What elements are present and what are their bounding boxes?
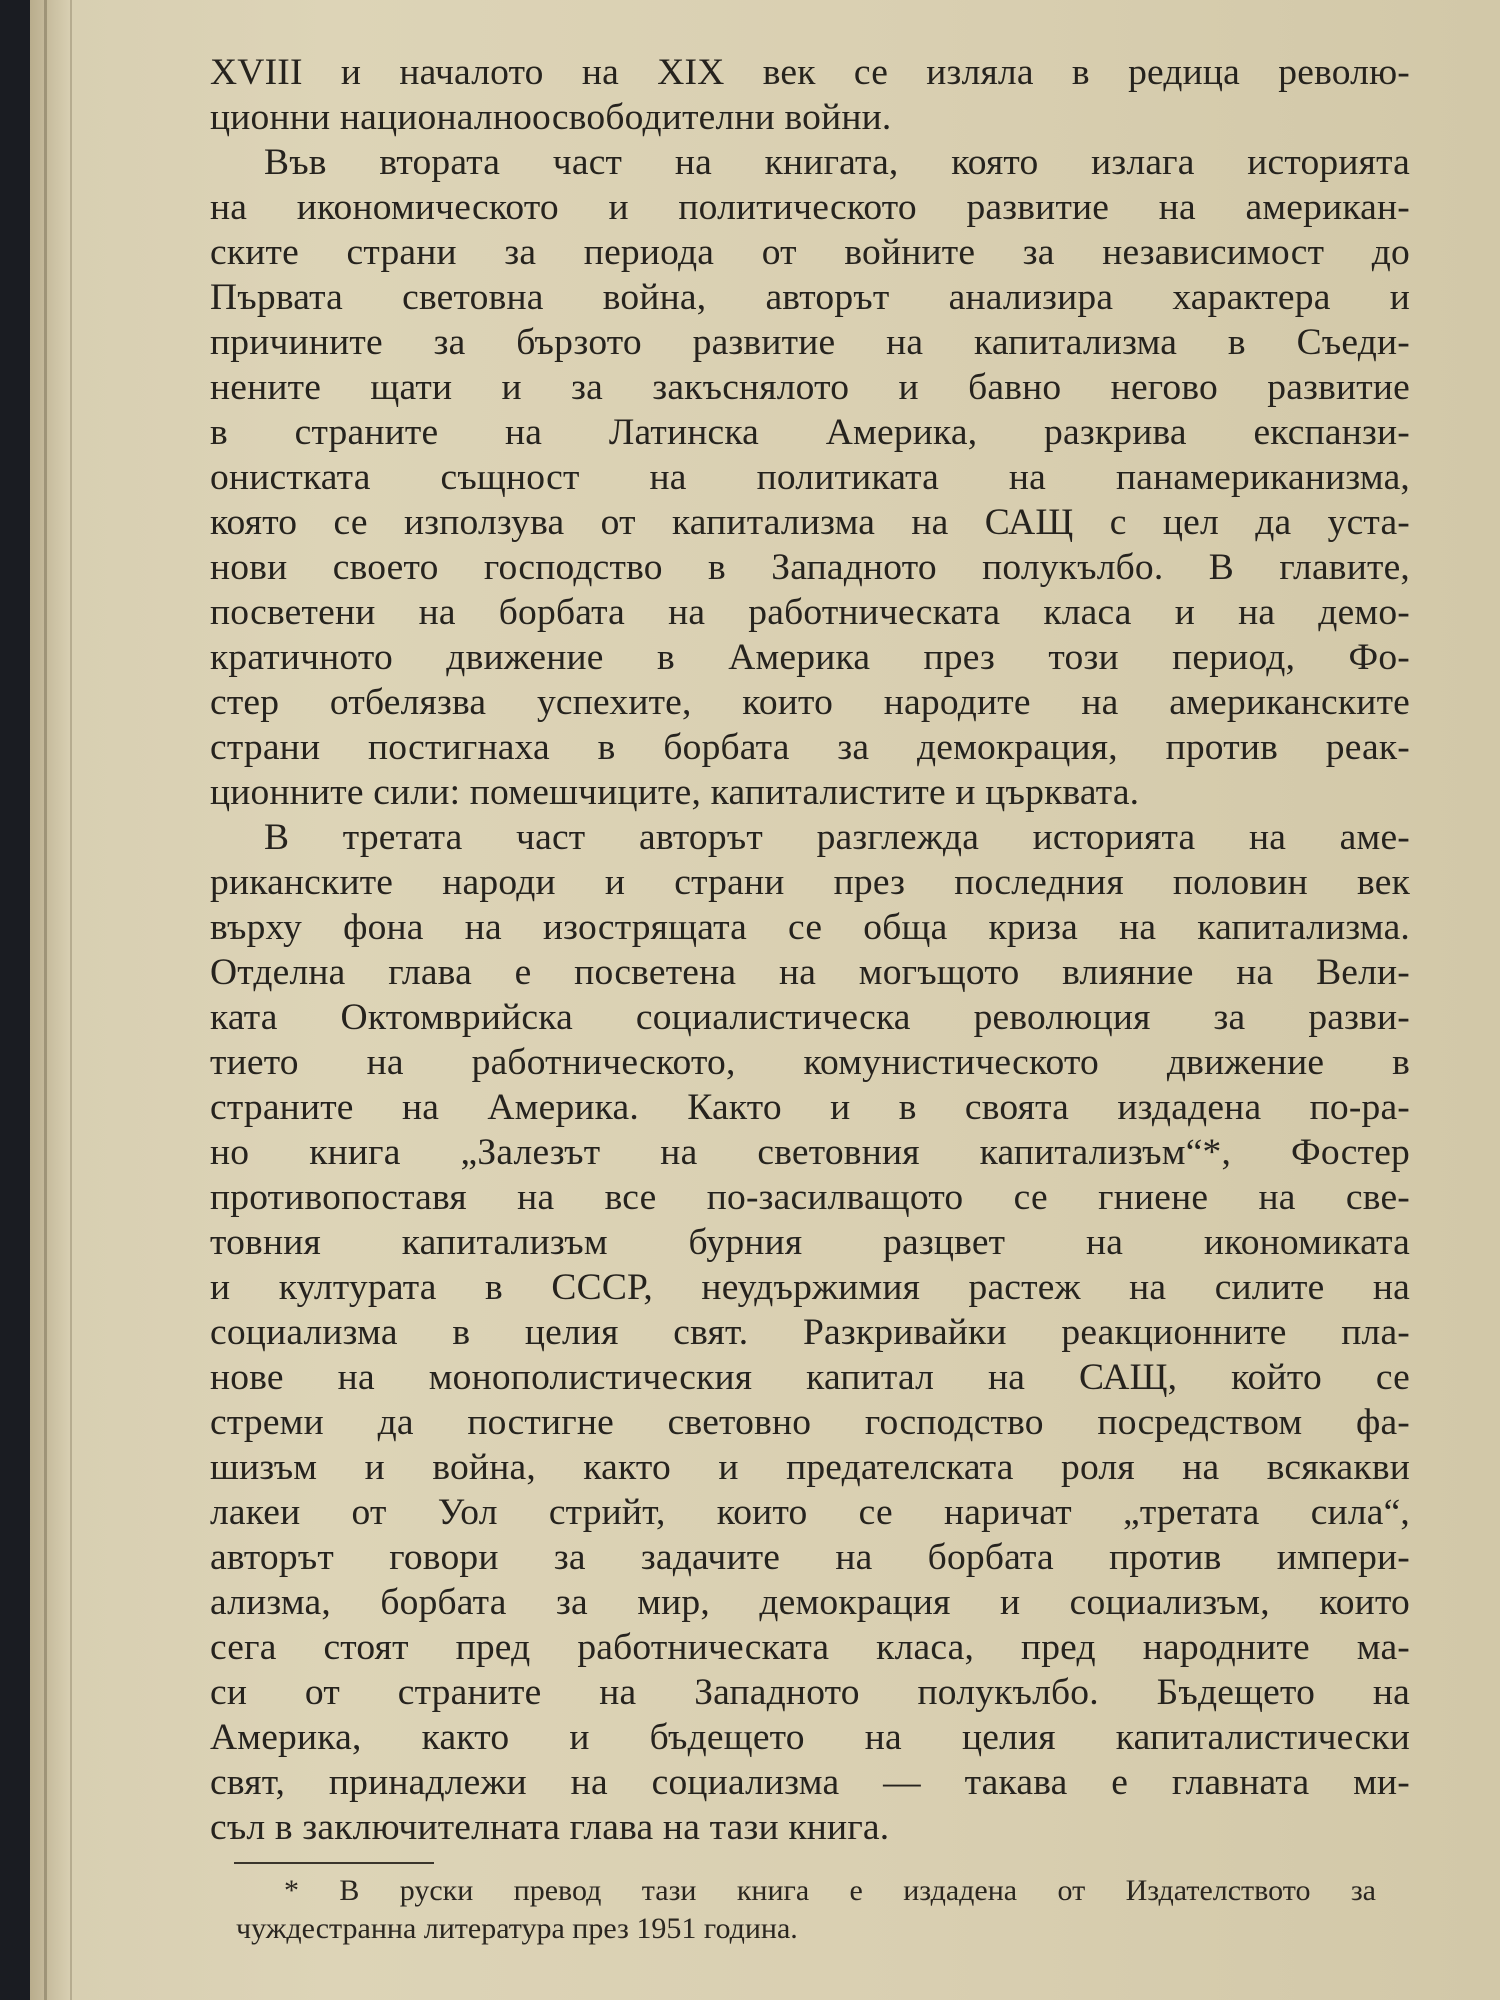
text-line: Във втората част на книгата, която излага историята xyxy=(264,142,1410,183)
text-line: кратичното движение в Америка през този период, Фо- xyxy=(210,637,1410,678)
text-line: сега стоят пред работническата класа, пред народните ма- xyxy=(210,1627,1410,1668)
footnote-divider xyxy=(234,1862,434,1864)
text-line: свят, принадлежи на социализма — такава е главната ми- xyxy=(210,1762,1410,1803)
body-text xyxy=(210,50,1410,1850)
text-line: лакеи от Уол стрийт, които се наричат „третата сила“, xyxy=(210,1492,1410,1533)
text-line: причините за бързото развитие на капитализма в Съеди- xyxy=(210,322,1410,363)
text-line: шизъм и война, както и предателската роля на всякакви xyxy=(210,1447,1410,1488)
text-line: Америка, както и бъдещето на целия капиталистически xyxy=(210,1717,1410,1758)
text-line: си от страните на Западното полукълбо. Бъдещето на xyxy=(210,1672,1410,1713)
text-line: страните на Америка. Както и в своята издадена по-ра- xyxy=(210,1087,1410,1128)
footnote-line: * В руски превод тази книга е издадена от Издателството за xyxy=(284,1874,1376,1907)
text-line: XVIII и началото на XIX век се изляла в редица револю- xyxy=(210,52,1410,93)
footnote xyxy=(236,1872,1376,1948)
text-line: стер отбелязва успехите, които народите на американските xyxy=(210,682,1410,723)
text-line: която се използува от капитализма на САЩ с цел да уста- xyxy=(210,502,1410,543)
text-line: тието на работническото, комунистическото движение в xyxy=(210,1042,1410,1083)
text-line: в страните на Латинска Америка, разкрива експанзи- xyxy=(210,412,1410,453)
text-line: стреми да постигне световно господство посредством фа- xyxy=(210,1402,1410,1443)
text-line: ските страни за периода от войните за независимост до xyxy=(210,232,1410,273)
paragraph-2 xyxy=(210,140,1410,815)
text-line: на икономическото и политическото развитие на американ- xyxy=(210,187,1410,228)
text-line: авторът говори за задачите на борбата против импери- xyxy=(210,1537,1410,1578)
text-line: и културата в СССР, неудържимия растеж на силите на xyxy=(210,1267,1410,1308)
text-line: посветени на борбата на работническата класа и на демо- xyxy=(210,592,1410,633)
text-line: ционните сили: помешчиците, капиталистите и църквата. xyxy=(210,772,1140,813)
text-line: ционни националноосвободителни войни. xyxy=(210,97,892,138)
text-line: но книга „Залезът на световния капитализъм“*, Фостер xyxy=(210,1132,1410,1173)
text-line: нове на монополистическия капитал на САЩ, който се xyxy=(210,1357,1410,1398)
paragraph-1 xyxy=(210,50,1410,140)
text-line: товния капитализъм бурния разцвет на икономиката xyxy=(210,1222,1410,1263)
text-line: противопоставя на все по-засилващото се гниене на све- xyxy=(210,1177,1410,1218)
text-line: Първата световна война, авторът анализира характера и xyxy=(210,277,1410,318)
text-line: социализма в целия свят. Разкривайки реакционните пла- xyxy=(210,1312,1410,1353)
text-line: ализма, борбата за мир, демокрация и социализъм, които xyxy=(210,1582,1410,1623)
text-line: риканските народи и страни през последния половин век xyxy=(210,862,1410,903)
paragraph-3 xyxy=(210,815,1410,1850)
text-line: нови своето господство в Западното полукълбо. В главите, xyxy=(210,547,1410,588)
text-line: страни постигнаха в борбата за демокрация, против реак- xyxy=(210,727,1410,768)
footnote-line: чуждестранна литература през 1951 година. xyxy=(236,1912,798,1945)
text-line: В третата част авторът разглежда историята на аме- xyxy=(264,817,1410,858)
book-page xyxy=(30,0,1500,2000)
text-line: нените щати и за закъснялото и бавно негово развитие xyxy=(210,367,1410,408)
text-line: онистката същност на политиката на панамериканизма, xyxy=(210,457,1410,498)
text-line: ката Октомврийска социалистическа революция за разви- xyxy=(210,997,1410,1038)
text-line: Отделна глава е посветена на могъщото влияние на Вели- xyxy=(210,952,1410,993)
text-line: съл в заключителната глава на тази книга. xyxy=(210,1807,890,1848)
text-line: върху фона на изострящата се обща криза на капитализма. xyxy=(210,907,1410,948)
